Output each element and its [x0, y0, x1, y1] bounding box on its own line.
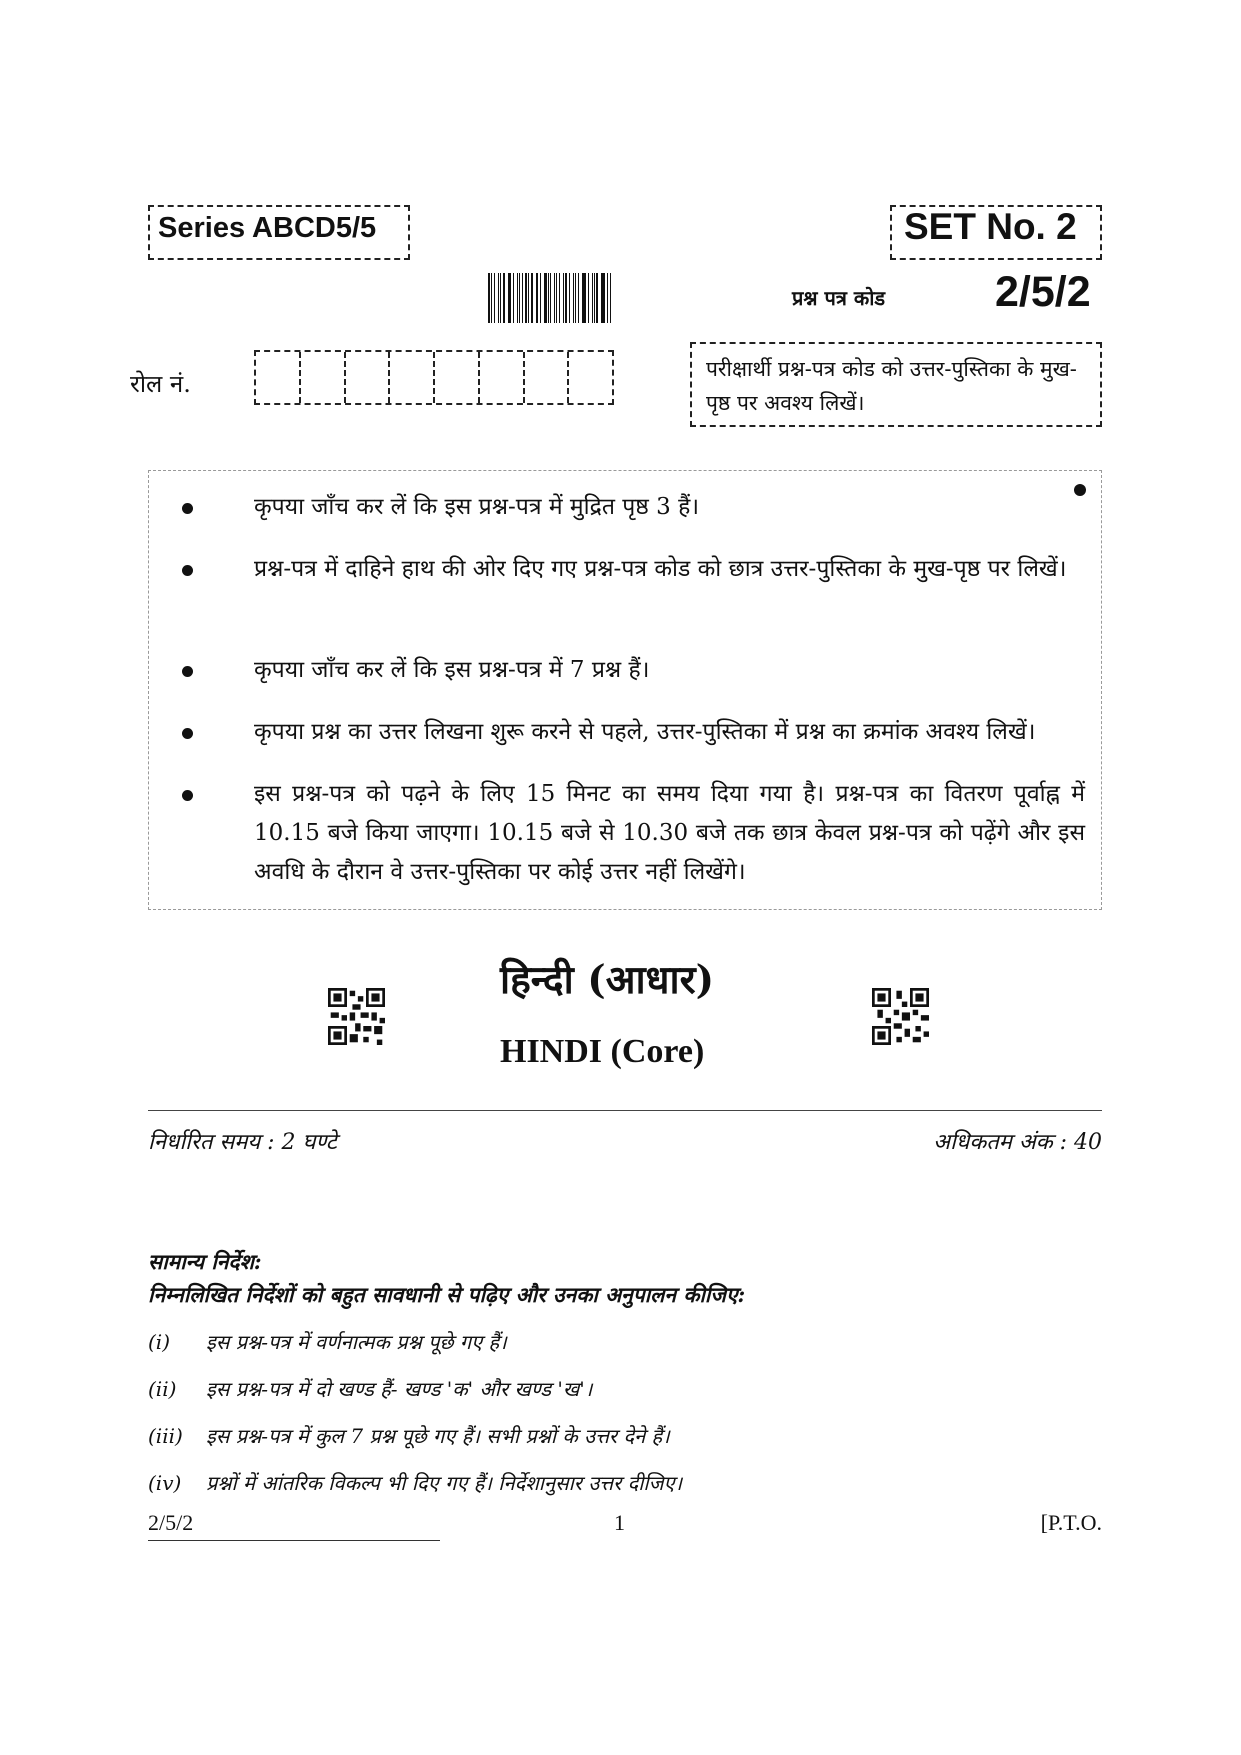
- footer-underline: [148, 1540, 440, 1541]
- instruction-item: कृपया जाँच कर लें कि इस प्रश्न-पत्र में मुद्रित पृष्ठ 3 हैं।: [170, 488, 1085, 527]
- barcode-bar: [525, 273, 527, 323]
- barcode-bar: [556, 273, 557, 323]
- bullet-icon: [182, 728, 193, 739]
- barcode-bar: [528, 273, 529, 323]
- roll-digit-box: [435, 352, 480, 403]
- bullet-icon: [182, 503, 193, 514]
- roll-digit-box: [525, 352, 570, 403]
- barcode-bar: [537, 273, 538, 323]
- roll-digit-box: [480, 352, 525, 403]
- roll-digit-box: [256, 352, 301, 403]
- bullet-icon: [182, 790, 193, 801]
- barcode-bar: [578, 273, 579, 323]
- page-number: 1: [614, 1510, 625, 1535]
- barcode-bar: [494, 273, 495, 323]
- barcode-bar: [583, 273, 585, 323]
- barcode-bar: [582, 273, 583, 323]
- barcode-bar: [536, 273, 537, 323]
- barcode-bar: [544, 273, 546, 323]
- barcode-bar: [575, 273, 576, 323]
- divider: [148, 1110, 1102, 1111]
- general-instruction-item: (i) इस प्रश्न-पत्र में वर्णनात्मक प्रश्न पूछे गए हैं।: [148, 1330, 507, 1354]
- barcode-bar: [569, 273, 570, 323]
- candidate-note: परीक्षार्थी प्रश्न-पत्र कोड को उत्तर-पुस्तिका के मुख-पृष्ठ पर अवश्य लिखें।: [706, 357, 1077, 415]
- qr-code-icon: [872, 988, 929, 1045]
- barcode-bar: [563, 273, 564, 323]
- barcode-bar: [548, 273, 549, 323]
- roll-number-boxes: [254, 350, 614, 405]
- roll-digit-box: [390, 352, 435, 403]
- general-instruction-item: (iv) प्रश्नों में आंतरिक विकल्प भी दिए गए हैं। निर्देशानुसार उत्तर दीजिए।: [148, 1471, 683, 1495]
- general-instruction-item: (iii) इस प्रश्न-पत्र में कुल 7 प्रश्न पूछे गए हैं। सभी प्रश्नों के उत्तर देने हैं।: [148, 1424, 670, 1448]
- barcode-bar: [601, 273, 602, 323]
- barcode-bar: [610, 273, 611, 323]
- barcode-bar: [488, 273, 490, 323]
- barcode-bar: [500, 273, 501, 323]
- barcode-bar: [592, 273, 593, 323]
- roll-digit-box: [346, 352, 391, 403]
- bullet-icon: [182, 666, 193, 677]
- barcode-bar: [596, 273, 597, 323]
- barcode-bar: [554, 273, 555, 323]
- subject-title-english: HINDI (Core): [500, 1033, 705, 1070]
- barcode-bar: [503, 273, 505, 323]
- barcode-bar: [607, 273, 608, 323]
- barcode-bar: [540, 273, 541, 323]
- barcode-bar: [508, 273, 509, 323]
- instruction-item: कृपया जाँच कर लें कि इस प्रश्न-पत्र में 7 प्रश्न हैं।: [170, 651, 1085, 690]
- set-number: SET No. 2: [904, 206, 1077, 247]
- subject-title-hindi: हिन्दी (आधार): [500, 957, 715, 1003]
- barcode-bar: [550, 273, 551, 323]
- qr-code-icon: [328, 988, 385, 1045]
- instruction-item: प्रश्न-पत्र में दाहिने हाथ की ओर दिए गए प्रश्न-पत्र कोड को छात्र उत्तर-पुस्तिका के मुख-पृष्ठ पर लिखें।: [170, 550, 1085, 589]
- roll-digit-box: [569, 352, 612, 403]
- barcode-bar: [509, 273, 510, 323]
- barcode-icon: [488, 273, 612, 323]
- footer-paper-code: 2/5/2: [148, 1510, 194, 1535]
- barcode-bar: [491, 273, 492, 323]
- barcode-bar: [559, 273, 560, 323]
- barcode-bar: [565, 273, 567, 323]
- question-paper-code-label: प्रश्न पत्र कोड: [792, 286, 886, 310]
- instruction-item: इस प्रश्न-पत्र को पढ़ने के लिए 15 मिनट का समय दिया गया है। प्रश्न-पत्र का वितरण पूर्वाह्न में 10.15 बजे किया जाएगा। 10.15 बजे से 10.30 बजे तक छात्र केवल प्रश्न-पत्र को पढ़ेंगे और इस अवधि के दौरान वे उत्तर-पुस्तिका पर कोई उत्तर नहीं लिखेंगे।: [170, 775, 1085, 892]
- roll-digit-box: [301, 352, 346, 403]
- general-instructions-subtitle: निम्नलिखित निर्देशों को बहुत सावधानी से पढ़िए और उनका अनुपालन कीजिए:: [148, 1282, 746, 1307]
- bullet-icon: [182, 565, 193, 576]
- barcode-bar: [573, 273, 574, 323]
- series-label: Series ABCD5/5: [158, 212, 377, 244]
- roll-number-label: रोल नं.: [130, 370, 191, 398]
- barcode-bar: [588, 273, 589, 323]
- barcode-bar: [522, 273, 523, 323]
- barcode-bar: [519, 273, 520, 323]
- maximum-marks: अधिकतम अंक : 40: [933, 1130, 1102, 1155]
- barcode-bar: [531, 273, 532, 323]
- barcode-bar: [498, 273, 499, 323]
- barcode-bar: [594, 273, 595, 323]
- please-turn-over: [P.T.O.: [1040, 1510, 1102, 1535]
- general-instructions-title: सामान्य निर्देश:: [148, 1249, 262, 1274]
- barcode-bar: [513, 273, 514, 323]
- barcode-bar: [517, 273, 518, 323]
- question-paper-code: 2/5/2: [995, 268, 1091, 316]
- barcode-bar: [602, 273, 604, 323]
- general-instruction-item: (ii) इस प्रश्न-पत्र में दो खण्ड हैं- खण्ड 'क' और खण्ड 'ख'।: [148, 1377, 593, 1401]
- instruction-item: कृपया प्रश्न का उत्तर लिखना शुरू करने से पहले, उत्तर-पुस्तिका में प्रश्न का क्रमांक अवश्य लिखें।: [170, 713, 1085, 752]
- time-allowed: निर्धारित समय : 2 घण्टे: [148, 1130, 337, 1155]
